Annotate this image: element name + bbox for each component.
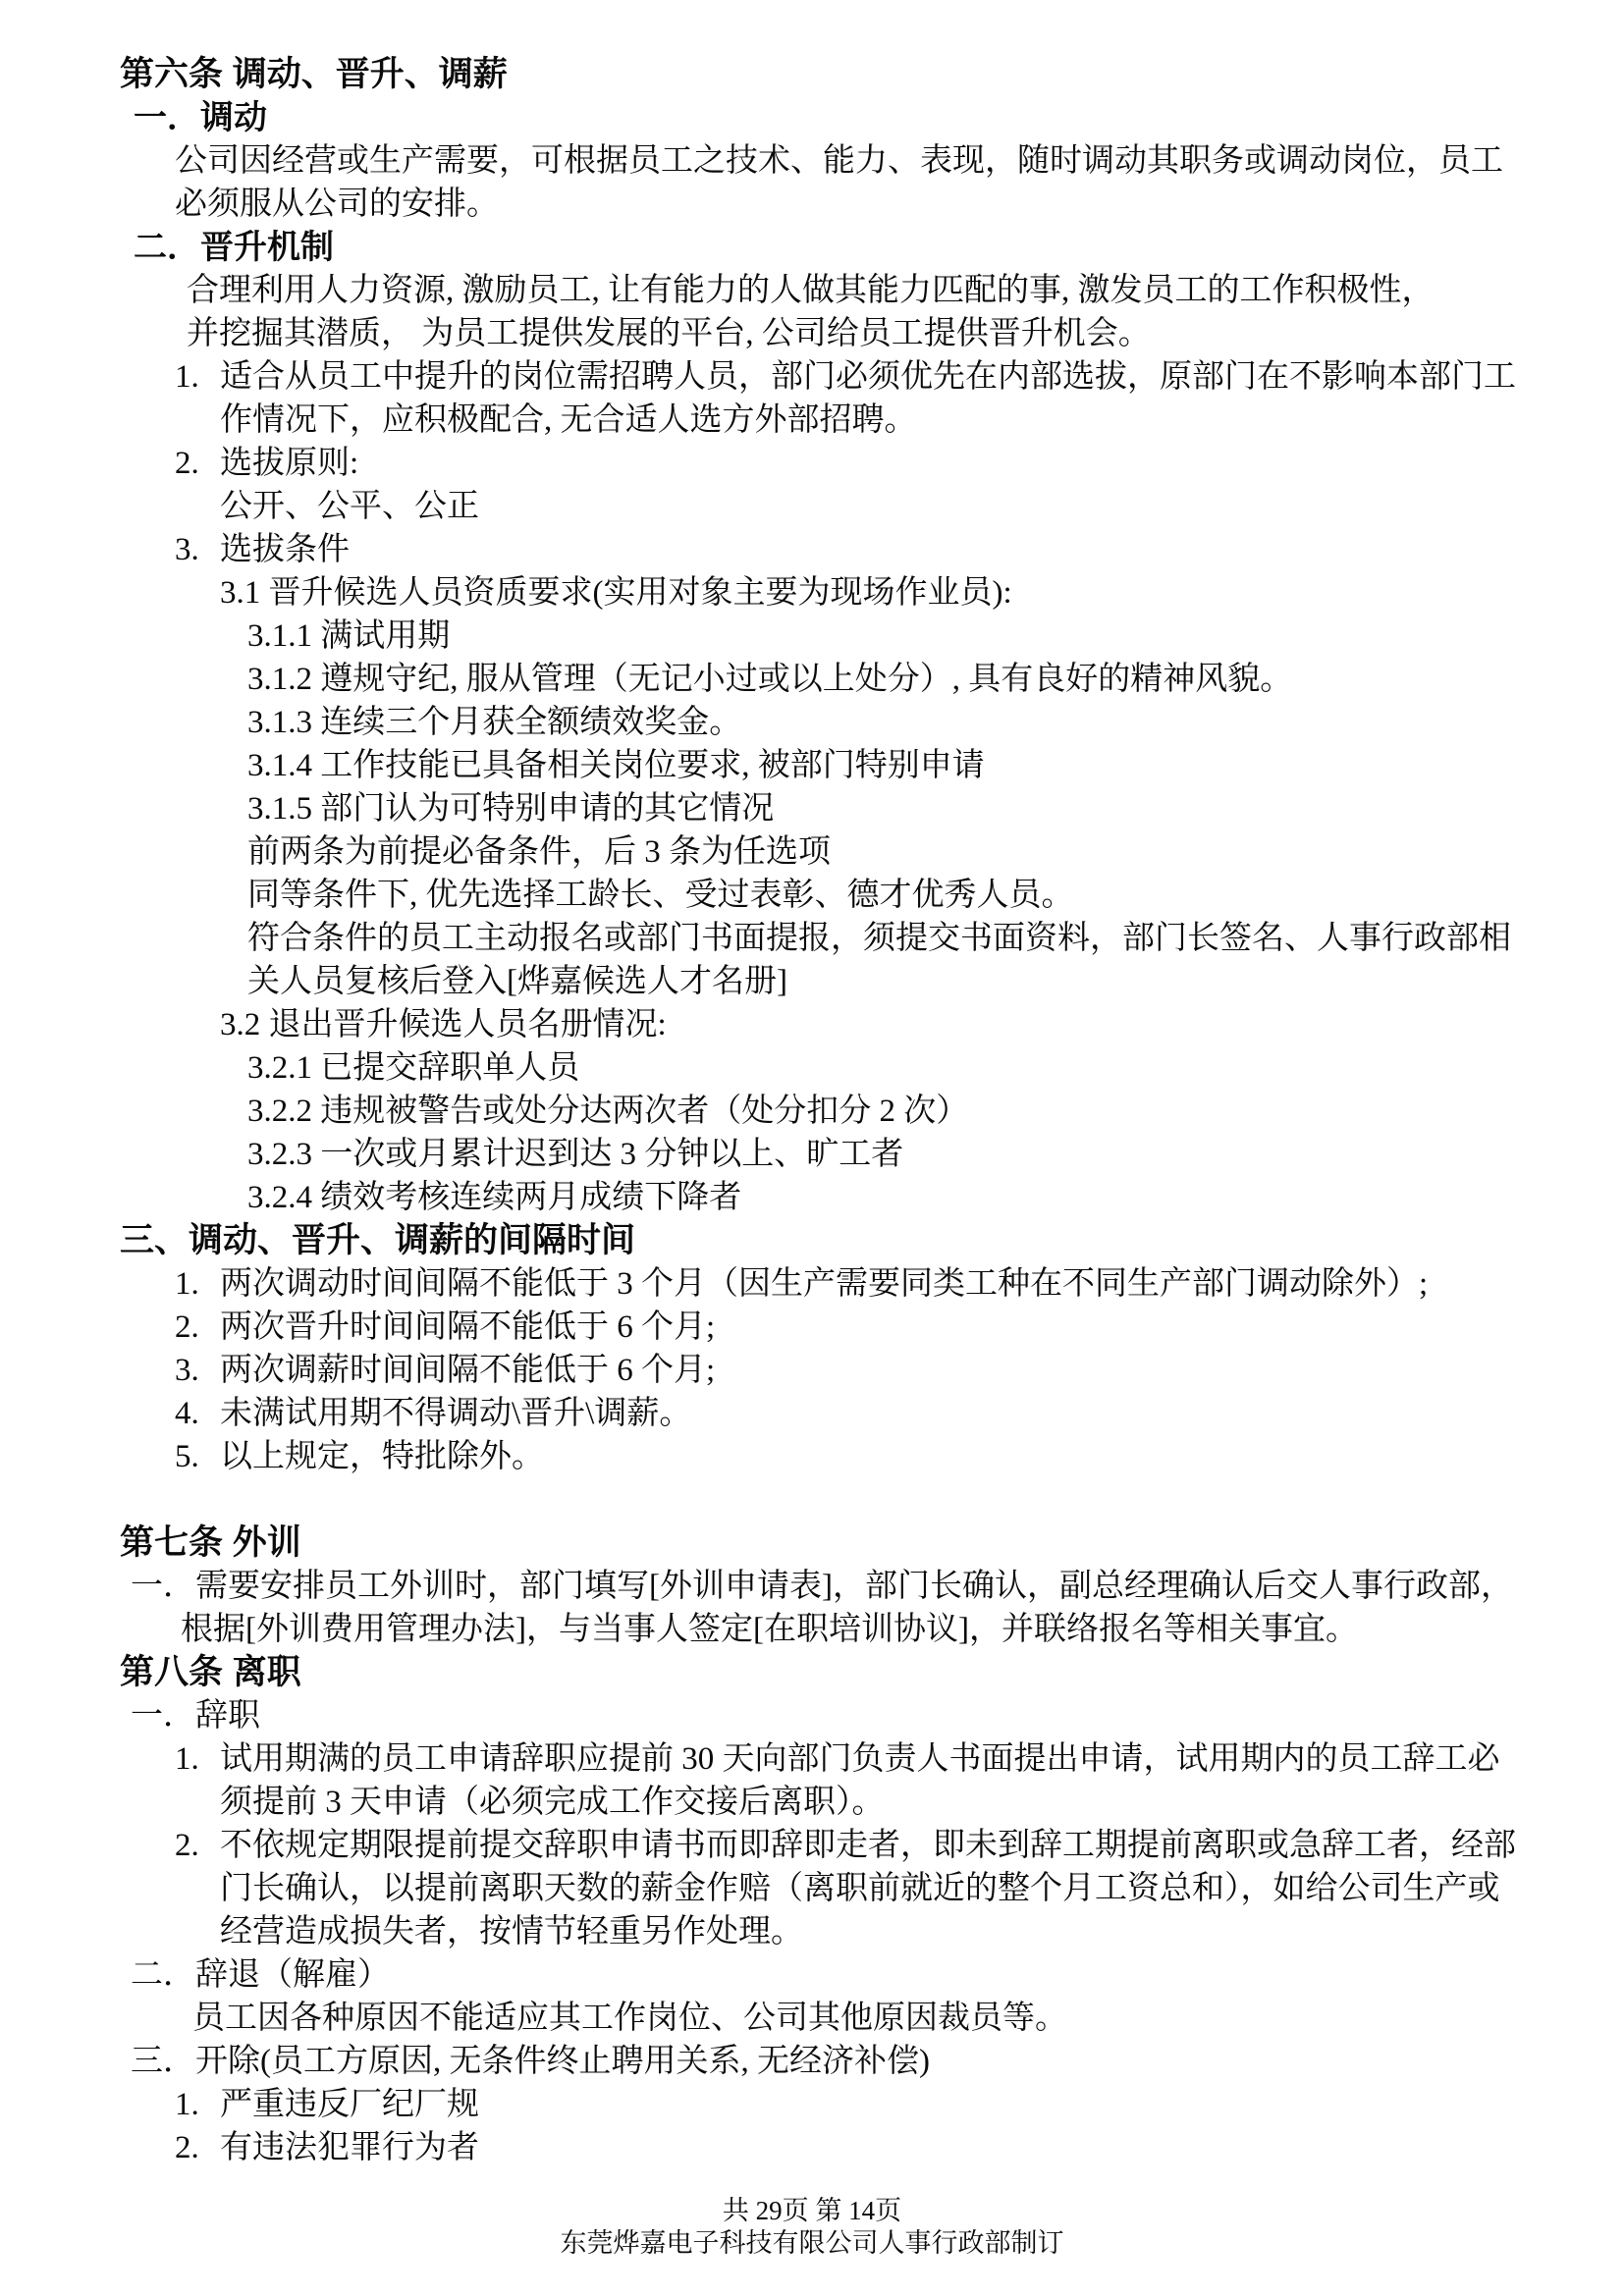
list-number: 1. — [175, 2087, 199, 2122]
list-number: 2. — [175, 446, 199, 481]
list-number: 3. — [175, 1353, 199, 1388]
text-line: 3.1.4 工作技能已具备相关岗位要求, 被部门特别申请 — [247, 748, 985, 783]
document-body — [0, 53, 1624, 2169]
text-line: 必须服从公司的安排。 — [175, 187, 499, 222]
text-line: 3.1.2 遵规守纪, 服从管理（无记小过或以上处分）, 具有良好的精神风貌。 — [247, 662, 1293, 697]
text-line: 二．晋升机制 — [134, 229, 334, 266]
list-item-text: 严重违反厂纪厂规 — [220, 2087, 479, 2122]
text-line: 并挖掘其潜质， 为员工提供发展的平台, 公司给员工提供晋升机会。 — [187, 316, 1151, 351]
text-line: 3.2.1 已提交辞职单人员 — [247, 1050, 580, 1086]
text-line: 公开、公平、公正 — [220, 489, 479, 524]
text-line — [0, 1262, 1624, 1306]
text-line: 根据[外训费用管理办法]，与当事人签定[在职培训协议]，并联络报名等相关事宜。 — [181, 1612, 1358, 1647]
text-line: 3.1.3 连续三个月获全额绩效奖金。 — [247, 705, 742, 740]
list-item-text: 以上规定，特批除外。 — [220, 1439, 544, 1474]
footer-issuer: 东莞烨嘉电子科技有限公司人事行政部制订 — [560, 2228, 1064, 2258]
text-line — [0, 1392, 1624, 1435]
list-number: 2. — [175, 1828, 199, 1863]
list-item-text: 两次调薪时间间隔不能低于 6 个月; — [220, 1353, 716, 1388]
list-number: 5. — [175, 1439, 199, 1474]
list-item-text: 有违法犯罪行为者 — [220, 2130, 479, 2165]
text-line: 3.1.1 满试用期 — [247, 618, 451, 654]
text-line — [0, 1306, 1624, 1349]
text-line: 3.2 退出晋升候选人员名册情况: — [220, 1007, 667, 1042]
text-line: 门长确认，以提前离职天数的薪金作赔（离职前就近的整个月工资总和），如给公司生产或 — [220, 1871, 1500, 1906]
list-number: 4. — [175, 1396, 199, 1431]
text-line — [0, 1737, 1624, 1781]
blank-line — [0, 1478, 1624, 1522]
page-footer — [0, 2195, 1624, 2260]
list-number: 3. — [175, 532, 199, 567]
text-line: 员工因各种原因不能适应其工作岗位、公司其他原因裁员等。 — [192, 2001, 1067, 2036]
text-line: 3.2.2 违规被警告或处分达两次者（处分扣分 2 次） — [247, 1094, 969, 1129]
text-line — [0, 2126, 1624, 2169]
list-item-text: 试用期满的员工申请辞职应提前 30 天向部门负责人书面提出申请，试用期内的员工辞工必 — [220, 1741, 1500, 1777]
text-line: 合理利用人力资源, 激励员工, 让有能力的人做其能力匹配的事, 激发员工的工作积极性， — [187, 273, 1435, 308]
text-line: 一．需要安排员工外训时，部门填写[外训申请表]，部门长确认，副总经理确认后交人事行政部， — [131, 1569, 1513, 1604]
list-number: 1. — [175, 1741, 199, 1777]
text-line — [0, 355, 1624, 399]
text-line: 三．开除(员工方原因, 无条件终止聘用关系, 无经济补偿) — [131, 2044, 930, 2079]
text-line — [0, 442, 1624, 485]
footer-page-info: 共 29页 第 14页 — [722, 2196, 902, 2225]
text-line — [0, 1824, 1624, 1867]
text-line: 经营造成损失者，按情节轻重另作处理。 — [220, 1914, 803, 1949]
list-item-text: 未满试用期不得调动\晋升\调薪。 — [220, 1396, 692, 1431]
list-item-text: 两次调动时间间隔不能低于 3 个月（因生产需要同类工种在不同生产部门调动除外）; — [220, 1266, 1429, 1302]
list-item-text: 两次晋升时间间隔不能低于 6 个月; — [220, 1309, 716, 1345]
text-line: 前两条为前提必备条件，后 3 条为任选项 — [247, 834, 831, 870]
list-number: 1. — [175, 1266, 199, 1302]
list-item-text: 适合从员工中提升的岗位需招聘人员，部门必须优先在内部选拔，原部门在不影响本部门工 — [220, 359, 1516, 395]
text-line: 符合条件的员工主动报名或部门书面提报，须提交书面资料，部门长签名、人事行政部相 — [247, 921, 1511, 956]
text-line: 3.2.3 一次或月累计迟到达 3 分钟以上、旷工者 — [247, 1137, 904, 1172]
text-line — [0, 2083, 1624, 2126]
text-line: 作情况下，应积极配合, 无合适人选方外部招聘。 — [220, 402, 917, 438]
text-line: 公司因经营或生产需要，可根据员工之技术、能力、表现，随时调动其职务或调动岗位，员工 — [175, 143, 1503, 179]
list-number: 2. — [175, 1309, 199, 1345]
text-line: 三、调动、晋升、调薪的间隔时间 — [120, 1221, 636, 1259]
text-line — [0, 1435, 1624, 1478]
list-number: 1. — [175, 359, 199, 395]
text-line: 须提前 3 天申请（必须完成工作交接后离职）。 — [220, 1785, 885, 1820]
text-line: 关人员复核后登入[烨嘉候选人才名册] — [247, 964, 787, 999]
text-line: 第八条 离职 — [120, 1653, 301, 1691]
list-item-text: 选拔原则: — [220, 446, 359, 481]
text-line — [0, 528, 1624, 571]
text-line: 第六条 调动、晋升、调薪 — [120, 55, 508, 93]
text-line — [0, 1349, 1624, 1392]
list-number: 2. — [175, 2130, 199, 2165]
text-line: 同等条件下, 优先选择工龄长、受过表彰、德才优秀人员。 — [247, 878, 1074, 913]
text-line: 二．辞退（解雇） — [131, 1957, 390, 1993]
list-item-text: 不依规定期限提前提交辞职申请书而即辞即走者，即未到辞工期提前离职或急辞工者，经部 — [220, 1828, 1516, 1863]
text-line: 一．辞职 — [131, 1698, 260, 1734]
text-line: 第七条 外训 — [120, 1523, 301, 1562]
text-line: 一．调动 — [134, 99, 267, 136]
text-line: 3.1 晋升候选人员资质要求(实用对象主要为现场作业员): — [220, 575, 1012, 611]
list-item-text: 选拔条件 — [220, 532, 350, 567]
text-line: 3.2.4 绩效考核连续两月成绩下降者 — [247, 1180, 742, 1215]
text-line: 3.1.5 部门认为可特别申请的其它情况 — [247, 791, 775, 827]
